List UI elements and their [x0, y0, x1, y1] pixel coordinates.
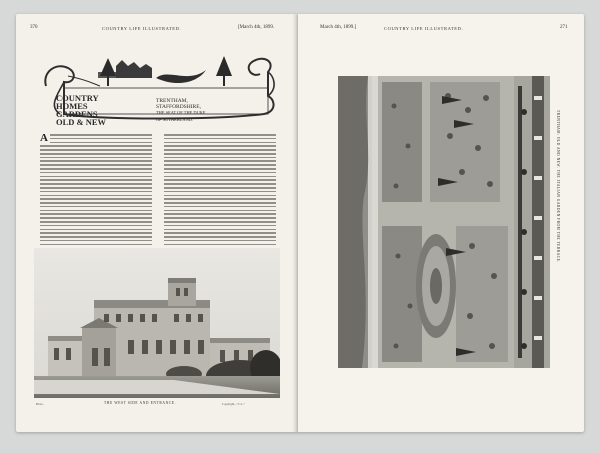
banner-heading-line: COUNTRY — [56, 93, 99, 103]
house-illustration — [34, 248, 280, 398]
side-caption: TRENTHAM: OLD AND NEW. THE ITALIAN GARDEN FROM THE TERRACE. — [556, 110, 560, 263]
article-text — [40, 134, 276, 246]
right-running-head: COUNTRY LIFE ILLUSTRATED. — [384, 26, 464, 31]
right-page-number: 271 — [560, 25, 568, 30]
garden-illustration — [338, 76, 550, 368]
house-photo — [34, 248, 280, 398]
garden-photo — [338, 76, 550, 368]
banner-county: STAFFORDSHIRE, — [156, 104, 201, 111]
right-date: March 4th, 1899.] — [320, 25, 357, 30]
banner-heading-line: HOMES — [56, 101, 88, 111]
text-column-right — [164, 134, 276, 246]
banner-seat-line: OF SUTHERLAND. — [156, 116, 194, 122]
banner-heading-line: GARDENS — [56, 109, 98, 119]
magazine-spread — [16, 14, 584, 432]
banner-seat-line: THE SEAT OF THE DUKE — [156, 110, 206, 116]
left-page — [16, 14, 298, 432]
left-running-head: COUNTRY LIFE ILLUSTRATED. — [102, 26, 182, 31]
banner-heading — [56, 94, 106, 126]
right-page — [298, 14, 584, 432]
left-page-number: 370 — [30, 25, 38, 30]
banner-place: TRENTHAM, — [156, 98, 188, 104]
banner-subtitle — [156, 98, 206, 123]
title-banner — [38, 48, 278, 126]
photo-credit-right: Copyright—"C.L." — [222, 402, 245, 406]
banner-heading-line: OLD & NEW — [56, 117, 107, 127]
photo-caption: THE WEST SIDE AND ENTRANCE. — [104, 401, 177, 405]
photo-credit-left: Photo. — [36, 402, 44, 406]
text-column-left — [40, 134, 152, 246]
drop-cap: A — [40, 134, 48, 144]
left-date: [March 4th, 1899. — [238, 25, 275, 30]
